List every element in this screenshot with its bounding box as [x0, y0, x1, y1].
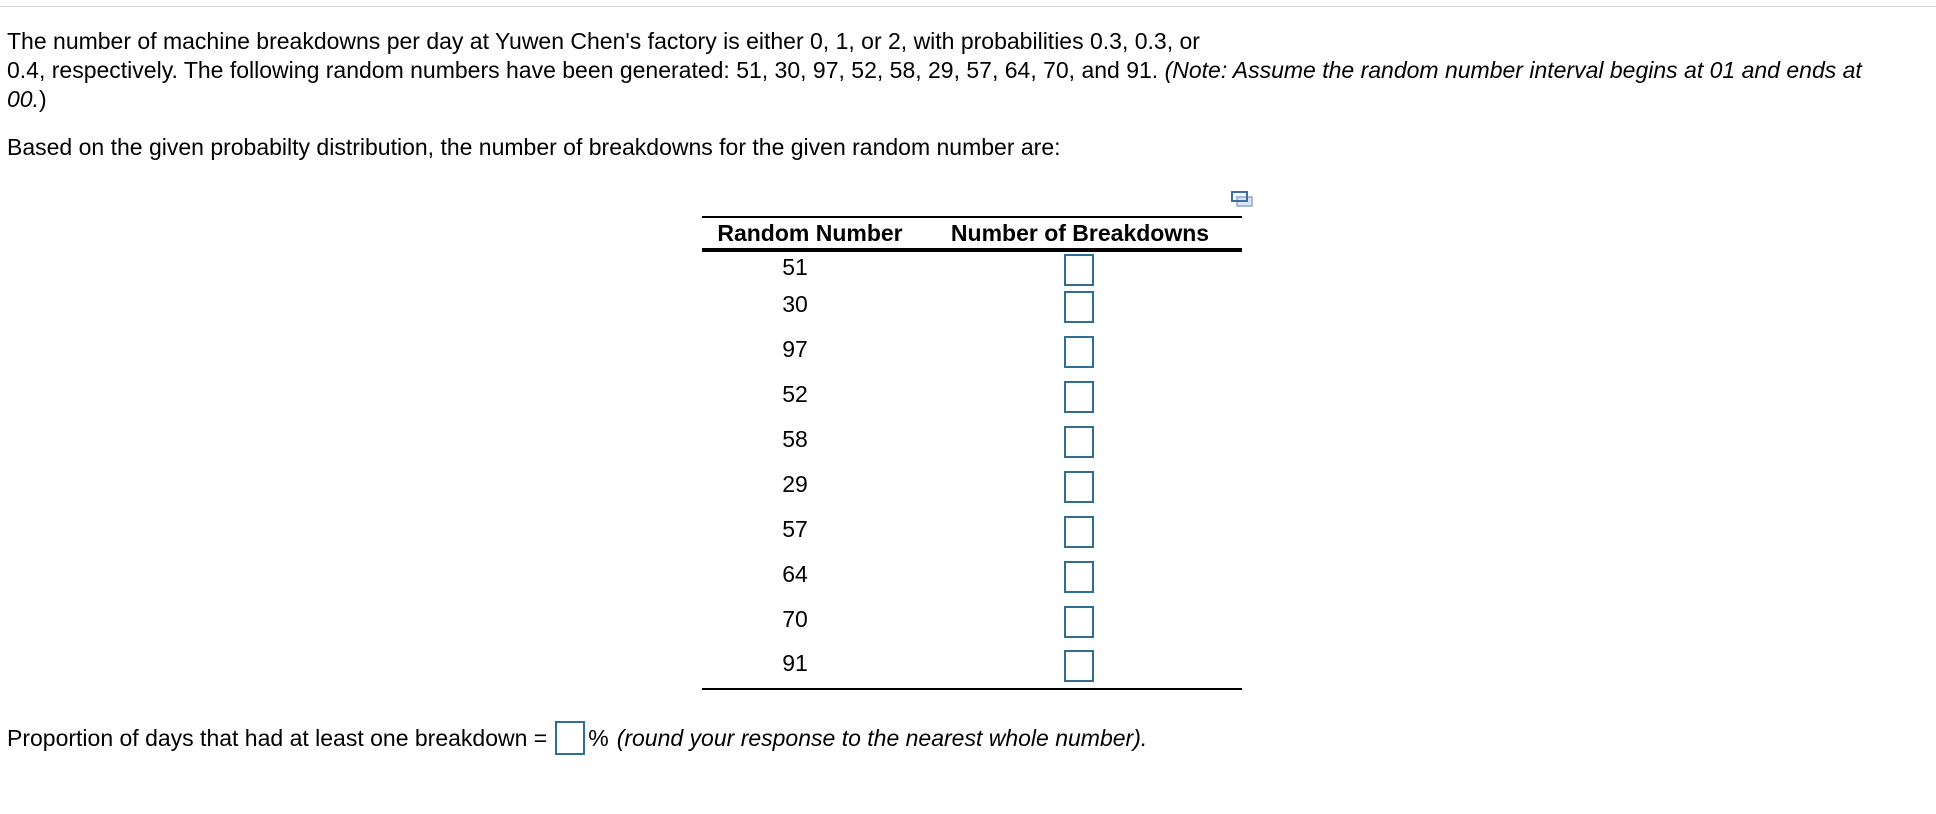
table-header-row — [702, 218, 1242, 248]
table-row — [702, 516, 1242, 552]
random-number-cell: 64 — [782, 561, 808, 587]
table-row — [702, 381, 1242, 417]
breakdowns-table — [702, 216, 1242, 692]
random-number-cell: 57 — [782, 516, 808, 542]
header-number-of-breakdowns: Number of Breakdowns — [950, 219, 1210, 246]
random-number-cell: 52 — [782, 381, 808, 407]
table-row — [702, 606, 1242, 642]
random-number-cell: 97 — [782, 336, 808, 362]
random-number-cell: 51 — [782, 254, 808, 280]
table-row — [702, 291, 1242, 327]
proportion-input[interactable] — [555, 721, 585, 755]
table-row — [702, 650, 1242, 686]
rounding-hint: (round your response to the nearest whole number). — [616, 724, 1148, 751]
proportion-label: Proportion of days that had at least one breakdown = — [7, 724, 548, 751]
random-number-cell: 91 — [782, 650, 808, 676]
breakdowns-input-2[interactable] — [1064, 291, 1094, 323]
proportion-line — [7, 720, 1147, 756]
breakdowns-input-10[interactable] — [1064, 650, 1094, 682]
table-body — [702, 252, 1242, 692]
header-random-number: Random Number — [717, 219, 903, 246]
random-number-cell: 29 — [782, 471, 808, 497]
intro-note-close: ) — [38, 86, 47, 112]
table-row — [702, 254, 1242, 290]
table-row — [702, 336, 1242, 372]
intro-line-1: The number of machine breakdowns per day at Yuwen Chen's factory is either 0, 1, or 2, with probabilities 0.3, 0.3, or — [7, 28, 1200, 54]
breakdowns-input-3[interactable] — [1064, 336, 1094, 368]
random-number-cell: 70 — [782, 606, 808, 632]
breakdowns-input-5[interactable] — [1064, 426, 1094, 458]
random-number-cell: 58 — [782, 426, 808, 452]
copy-table-icon[interactable] — [1230, 190, 1254, 208]
table-bottom-rule — [702, 688, 1242, 690]
breakdowns-input-8[interactable] — [1064, 561, 1094, 593]
breakdowns-input-7[interactable] — [1064, 516, 1094, 548]
random-number-cell: 30 — [782, 291, 808, 317]
breakdowns-input-1[interactable] — [1064, 254, 1094, 286]
breakdowns-input-6[interactable] — [1064, 471, 1094, 503]
top-divider — [0, 6, 1936, 7]
table-row — [702, 561, 1242, 597]
based-on-text: Based on the given probabilty distribution, the number of breakdowns for the given random number are: — [7, 134, 1061, 160]
table-row — [702, 426, 1242, 462]
table-row — [702, 471, 1242, 507]
problem-statement — [7, 27, 1922, 114]
intro-note: (Note: Assume the random number interval begins at 01 and ends at 00. — [7, 57, 1862, 112]
percent-unit: % — [588, 724, 609, 751]
breakdowns-input-4[interactable] — [1064, 381, 1094, 413]
intro-line-2: 0.4, respectively. The following random numbers have been generated: 51, 30, 97, 52, 58, 29, 57, 64, 70, and 91. — [7, 57, 1159, 83]
breakdowns-input-9[interactable] — [1064, 606, 1094, 638]
